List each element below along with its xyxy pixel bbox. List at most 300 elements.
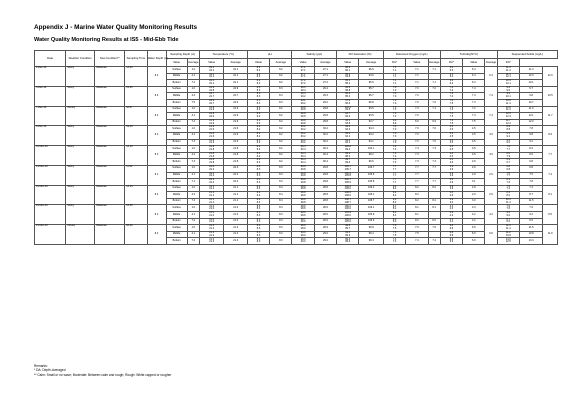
salinity-average: 29.8 bbox=[314, 172, 336, 179]
sampling-time-cell: 15:45 bbox=[125, 86, 147, 106]
salinity-value-reading-1: 30.2 bbox=[300, 125, 306, 129]
salinity-value-reading-1: 29.3 bbox=[300, 92, 306, 96]
dissolved-oxygen-average: 8.1 bbox=[406, 212, 428, 219]
ph-value-reading-1: 8.2 bbox=[256, 66, 261, 70]
dissolved-oxygen-da: 7.1 bbox=[428, 80, 440, 87]
table-row bbox=[35, 165, 558, 172]
do-saturation-value-reading-2: 95.2 bbox=[345, 81, 351, 85]
sampling-depth-cell: 7.5 bbox=[187, 99, 199, 106]
do-saturation-value-reading-2: 96.6 bbox=[345, 101, 351, 105]
temperature-average: 22.4 bbox=[224, 179, 247, 186]
subheader-8: Value bbox=[337, 59, 359, 67]
suspended-solids-average: 11.5 bbox=[519, 198, 542, 205]
turbidity-value-reading-1: 3.0 bbox=[449, 178, 454, 182]
dissolved-oxygen-value-reading-2: 7.0 bbox=[392, 88, 397, 92]
ph-average: 8.2 bbox=[270, 67, 292, 74]
sampling-level-cell: Middle bbox=[166, 113, 187, 120]
salinity-value-reading-2: 30.4 bbox=[300, 161, 306, 165]
turbidity-value-reading-2: 2.9 bbox=[449, 180, 454, 184]
temperature-average: 21.0 bbox=[224, 218, 247, 225]
header-temperature: Temperature (°C) bbox=[199, 51, 247, 59]
sea-condition-cell: Moderate bbox=[95, 205, 125, 225]
turbidity-value-reading-1: 7.5 bbox=[449, 118, 454, 122]
suspended-solids-value-reading-1: 14.0 bbox=[505, 237, 511, 241]
ph-value-reading-2: 8.3 bbox=[256, 207, 261, 211]
sampling-depth-cell: 1.0 bbox=[187, 225, 199, 232]
table-row bbox=[35, 106, 558, 113]
sea-condition-cell: Moderate bbox=[95, 146, 125, 166]
header-date: Date bbox=[35, 51, 66, 67]
ph-value-reading-1: 8.2 bbox=[256, 79, 261, 83]
do-saturation-average: 106.7 bbox=[359, 165, 384, 172]
remark-sea-condition: ** Calm: Small or no wave; Moderate: Between calm and rough; Rough: White capped or rougher bbox=[34, 372, 172, 377]
temperature-value-reading-2: 22.8 bbox=[209, 88, 215, 92]
dissolved-oxygen-da: 7.7 bbox=[428, 179, 440, 186]
ph-value-reading-2: 8.2 bbox=[256, 154, 261, 158]
suspended-solids-value-reading-2: 12.1 bbox=[505, 75, 511, 79]
salinity-average: 28.6 bbox=[314, 212, 336, 219]
dissolved-oxygen-average: 6.9 bbox=[406, 119, 428, 126]
sampling-time-cell: 12:16 bbox=[125, 146, 147, 166]
salinity-average: 27.2 bbox=[314, 80, 336, 87]
dissolved-oxygen-average: 7.0 bbox=[406, 113, 428, 120]
turbidity-value-reading-1: 4.5 bbox=[449, 138, 454, 142]
ph-average: 8.3 bbox=[270, 165, 292, 172]
temperature-value-reading-1: 21.3 bbox=[209, 224, 215, 228]
salinity-average: 29.0 bbox=[314, 238, 336, 245]
sampling-level-cell: Bottom bbox=[166, 218, 187, 225]
dissolved-oxygen-da: 7.3 bbox=[428, 146, 440, 153]
salinity-value-reading-1: 29.1 bbox=[300, 99, 306, 103]
do-saturation-value bbox=[337, 198, 359, 205]
dissolved-oxygen-value-reading-1: 7.5 bbox=[392, 230, 397, 234]
subheader-9: Average bbox=[359, 59, 384, 67]
turbidity-value-reading-1: 2.9 bbox=[449, 184, 454, 188]
salinity-value-reading-2: 30.2 bbox=[300, 128, 306, 132]
dissolved-oxygen-average: 7.4 bbox=[406, 238, 428, 245]
salinity-value-reading-2: 30.4 bbox=[300, 147, 306, 151]
temperature-average: 21.9 bbox=[224, 119, 247, 126]
suspended-solids-value-reading-2: 12.2 bbox=[505, 121, 511, 125]
dissolved-oxygen-average: 7.7 bbox=[406, 165, 428, 172]
turbidity-value-reading-2: 2.9 bbox=[449, 167, 454, 171]
dissolved-oxygen-value-reading-2: 7.3 bbox=[392, 161, 397, 165]
ph-value-reading-1: 8.2 bbox=[256, 151, 261, 155]
do-saturation-value-reading-2: 108.7 bbox=[344, 200, 351, 204]
suspended-solids-average: 8.0 bbox=[519, 152, 542, 159]
sampling-level-cell: Surface bbox=[166, 106, 187, 113]
dissolved-oxygen-average: 7.4 bbox=[406, 146, 428, 153]
suspended-solids-average: 9.2 bbox=[519, 212, 542, 219]
do-saturation-average: 95.0 bbox=[359, 80, 384, 87]
dissolved-oxygen-value-reading-1: 7.0 bbox=[392, 99, 397, 103]
temperature-value-reading-1: 22.4 bbox=[209, 178, 215, 182]
dissolved-oxygen-value-reading-2: 7.0 bbox=[392, 141, 397, 145]
sampling-depth-cell: 1.0 bbox=[187, 205, 199, 212]
salinity-average: 28.8 bbox=[314, 185, 336, 192]
turbidity-da: 4.5 bbox=[485, 146, 497, 166]
temperature-value-reading-2: 21.0 bbox=[209, 220, 215, 224]
temperature-value-reading-1: 21.2 bbox=[209, 230, 215, 234]
dissolved-oxygen-value bbox=[383, 238, 405, 245]
dissolved-oxygen-da bbox=[428, 73, 440, 80]
salinity-value-reading-1: 28.8 bbox=[300, 197, 306, 201]
ph-value-reading-1: 8.3 bbox=[256, 92, 261, 96]
sampling-time-cell: 06:37 bbox=[125, 106, 147, 126]
do-saturation-value-reading-1: 106.2 bbox=[344, 204, 351, 208]
turbidity-value-reading-1: 2.9 bbox=[449, 171, 454, 175]
dissolved-oxygen-value-reading-1: 7.7 bbox=[392, 178, 397, 182]
ph-value-reading-2: 8.4 bbox=[256, 194, 261, 198]
salinity-average: 30.2 bbox=[314, 139, 336, 146]
turbidity-value-reading-1: 4.2 bbox=[449, 211, 454, 215]
temperature-average: 21.6 bbox=[224, 132, 247, 139]
dissolved-oxygen-average: 7.0 bbox=[406, 99, 428, 106]
suspended-solids-value-reading-2: 9.0 bbox=[506, 88, 511, 92]
turbidity-average: 7.5 bbox=[463, 119, 485, 126]
ph-value bbox=[247, 231, 269, 238]
do-saturation-value-reading-2: 99.4 bbox=[345, 147, 351, 151]
suspended-solids-average: 8.5 bbox=[519, 218, 542, 225]
ph-value-reading-2: 8.3 bbox=[256, 220, 261, 224]
temperature-value-reading-2: 22.1 bbox=[209, 68, 215, 72]
temperature-value-reading-2: 21.1 bbox=[209, 194, 215, 198]
temperature-value-reading-1: 22.9 bbox=[209, 85, 215, 89]
suspended-solids-value-reading-1: 9.4 bbox=[506, 92, 511, 96]
ph-value-reading-1: 8.2 bbox=[256, 118, 261, 122]
salinity-value-reading-1: 27.1 bbox=[300, 72, 306, 76]
dissolved-oxygen-value-reading-1: 7.0 bbox=[392, 92, 397, 96]
dissolved-oxygen-da: 7.0 bbox=[428, 86, 440, 93]
sampling-level-cell: Bottom bbox=[166, 179, 187, 186]
do-saturation-value-reading-1: 94.2 bbox=[345, 132, 351, 136]
temperature-value-reading-1: 22.1 bbox=[209, 66, 215, 70]
dissolved-oxygen-da bbox=[428, 212, 440, 219]
do-saturation-value-reading-2: 94.8 bbox=[345, 75, 351, 79]
sampling-depth-cell: 4.2 bbox=[187, 152, 199, 159]
dissolved-oxygen-value-reading-2: 7.7 bbox=[392, 174, 397, 178]
turbidity-value-reading-2: 4.3 bbox=[449, 207, 454, 211]
sampling-depth-cell: 4.3 bbox=[187, 93, 199, 100]
suspended-solids-value-reading-2: 6.8 bbox=[506, 167, 511, 171]
suspended-solids-value-reading-1: 6.9 bbox=[506, 158, 511, 162]
do-saturation-average: 94.4 bbox=[359, 126, 384, 133]
sampling-depth-cell: 4.1 bbox=[187, 172, 199, 179]
subheader-7: Average bbox=[314, 59, 336, 67]
ph-value-reading-1: 8.3 bbox=[256, 211, 261, 215]
ph-value-reading-2: 8.2 bbox=[256, 81, 261, 85]
sampling-depth-cell: 4.1 bbox=[187, 113, 199, 120]
suspended-solids-value-reading-1: 6.8 bbox=[506, 165, 511, 168]
do-saturation-value bbox=[337, 231, 359, 238]
salinity-value-reading-2: 30.4 bbox=[300, 154, 306, 158]
turbidity-average: 2.9 bbox=[463, 172, 485, 179]
dissolved-oxygen-value-reading-2: 7.2 bbox=[392, 154, 397, 158]
suspended-solids-value-reading-2: 6.7 bbox=[506, 161, 511, 165]
table-row bbox=[35, 185, 558, 192]
do-saturation-average: 93.7 bbox=[359, 119, 384, 126]
salinity-value-reading-2: 29.2 bbox=[300, 101, 306, 105]
suspended-solids-value-reading-2: 7.6 bbox=[506, 207, 511, 211]
salinity-value bbox=[292, 231, 314, 238]
salinity-value-reading-1: 29.8 bbox=[300, 118, 306, 122]
temperature-average: 22.9 bbox=[224, 86, 247, 93]
water-depth-cell: 8.2 bbox=[147, 67, 166, 87]
table-row bbox=[35, 225, 558, 232]
temperature-average: 21.6 bbox=[224, 126, 247, 133]
ph-value-reading-1: 8.3 bbox=[256, 99, 261, 103]
salinity-value-reading-1: 29.8 bbox=[300, 171, 306, 175]
do-saturation-value-reading-2: 95.3 bbox=[345, 95, 351, 99]
do-saturation-value-reading-2: 108.0 bbox=[344, 194, 351, 198]
sampling-depth-cell: 4.1 bbox=[187, 73, 199, 80]
dissolved-oxygen-value-reading-1: 8.1 bbox=[392, 211, 397, 215]
sampling-level-cell: Surface bbox=[166, 86, 187, 93]
salinity-value-reading-2: 28.6 bbox=[300, 213, 306, 217]
do-saturation-value-reading-1: 94.4 bbox=[345, 125, 351, 129]
ph-average: 8.3 bbox=[270, 179, 292, 186]
suspended-solids-value-reading-1: 7.9 bbox=[506, 204, 511, 208]
turbidity-value-reading-2: 7.4 bbox=[449, 95, 454, 99]
dissolved-oxygen-value-reading-2: 8.2 bbox=[392, 194, 397, 198]
dissolved-oxygen-value-reading-1: 7.0 bbox=[392, 125, 397, 129]
date-cell: 2-Dec-16 bbox=[35, 67, 66, 87]
dissolved-oxygen-da: 7.1 bbox=[428, 106, 440, 113]
header-water-depth: Water Depth (m) bbox=[147, 51, 166, 67]
temperature-value-reading-2: 21.6 bbox=[209, 141, 215, 145]
dissolved-oxygen-da bbox=[428, 172, 440, 179]
turbidity-value-reading-1: 4.5 bbox=[449, 145, 454, 149]
date-cell: 16-Dec-16 bbox=[35, 185, 66, 205]
ph-value-reading-1: 8.3 bbox=[256, 178, 261, 182]
subheader-4: Value bbox=[247, 59, 269, 67]
sampling-depth-cell: 1.0 bbox=[187, 106, 199, 113]
ph-value-reading-1: 8.2 bbox=[256, 125, 261, 129]
turbidity-value-reading-1: 7.4 bbox=[449, 92, 454, 96]
date-cell: 9-Dec-16 bbox=[35, 126, 66, 146]
do-saturation-value-reading-2: 94.3 bbox=[345, 128, 351, 132]
turbidity-average: 3.1 bbox=[463, 179, 485, 186]
do-saturation-value-reading-2: 94.1 bbox=[345, 134, 351, 138]
turbidity-average: 5.4 bbox=[463, 67, 485, 74]
sampling-depth-cell: 1.0 bbox=[187, 185, 199, 192]
do-saturation-average: 105.6 bbox=[359, 218, 384, 225]
turbidity-value-reading-2: 6.9 bbox=[449, 240, 454, 244]
dissolved-oxygen-value-reading-1: 7.3 bbox=[392, 151, 397, 155]
dissolved-oxygen-value-reading-2: 7.0 bbox=[392, 95, 397, 99]
dissolved-oxygen-value-reading-2: 7.0 bbox=[392, 101, 397, 105]
turbidity-value-reading-2: 7.5 bbox=[449, 101, 454, 105]
sampling-time-cell: 15:58 bbox=[125, 205, 147, 225]
ph-value-reading-2: 8.2 bbox=[256, 121, 261, 125]
turbidity-average: 4.2 bbox=[463, 212, 485, 219]
ph-average: 8.4 bbox=[270, 192, 292, 199]
temperature-value-reading-1: 21.6 bbox=[209, 125, 215, 129]
turbidity-value-reading-1: 6.2 bbox=[449, 79, 454, 83]
turbidity-value-reading-1: 4.5 bbox=[449, 158, 454, 162]
weather-cell: Sunny bbox=[66, 185, 95, 205]
turbidity-da: 4.2 bbox=[485, 205, 497, 225]
salinity-value-reading-2: 29.8 bbox=[300, 114, 306, 118]
turbidity-average: 4.5 bbox=[463, 139, 485, 146]
header-suspended-solids: Suspended Solids (mg/L) bbox=[497, 51, 557, 59]
suspended-solids-da: 12.0 bbox=[543, 67, 558, 87]
ph-value-reading-1: 8.3 bbox=[256, 165, 261, 168]
salinity-average: 28.8 bbox=[314, 198, 336, 205]
turbidity-value-reading-2: 2.9 bbox=[449, 194, 454, 198]
subheader-3: Average bbox=[224, 59, 247, 67]
weather-cell: Cloudy bbox=[66, 106, 95, 126]
sampling-level-cell: Middle bbox=[166, 73, 187, 80]
suspended-solids-value-reading-2: 8.8 bbox=[506, 128, 511, 132]
dissolved-oxygen-value-reading-2: 7.3 bbox=[392, 108, 397, 112]
header-dissolved-oxygen: Dissolved Oxygen (mg/L) bbox=[383, 51, 440, 59]
sampling-level-cell: Middle bbox=[166, 93, 187, 100]
suspended-solids-value-reading-2: 11.4 bbox=[505, 101, 511, 105]
dissolved-oxygen-da: 7.3 bbox=[428, 159, 440, 166]
sampling-level-cell: Bottom bbox=[166, 198, 187, 205]
remarks-heading: Remarks: bbox=[34, 364, 48, 368]
sampling-level-cell: Surface bbox=[166, 165, 187, 172]
sampling-depth-cell: 7.1 bbox=[187, 179, 199, 186]
do-saturation-average: 99.4 bbox=[359, 231, 384, 238]
salinity-value-reading-2: 28.6 bbox=[300, 207, 306, 211]
suspended-solids-average: 9.7 bbox=[519, 86, 542, 93]
ph-value-reading-2: 8.2 bbox=[256, 68, 261, 72]
ph-value-reading-1: 8.3 bbox=[256, 204, 261, 208]
salinity-value-reading-1: 29.8 bbox=[300, 112, 306, 116]
do-saturation-average: 99.6 bbox=[359, 159, 384, 166]
header-time: Sampling Time bbox=[125, 51, 147, 67]
weather-cell: Sunny bbox=[66, 165, 95, 185]
suspended-solids-value-reading-2: 7.6 bbox=[506, 180, 511, 184]
suspended-solids-average: 8.2 bbox=[519, 146, 542, 153]
turbidity-value-reading-2: 7.4 bbox=[449, 88, 454, 92]
do-saturation-value-reading-2: 105.9 bbox=[344, 180, 351, 184]
temperature-value-reading-1: 22.7 bbox=[209, 92, 215, 96]
salinity-average: 30.4 bbox=[314, 146, 336, 153]
suspended-solids-value-reading-1: 9.3 bbox=[506, 138, 511, 142]
turbidity-value-reading-1: 7.2 bbox=[449, 105, 454, 109]
ph-average: 8.2 bbox=[270, 119, 292, 126]
do-saturation-value-reading-1: 95.3 bbox=[345, 72, 351, 76]
ph-value-reading-2: 8.3 bbox=[256, 101, 261, 105]
suspended-solids-value-reading-1: 12.0 bbox=[505, 197, 511, 201]
turbidity-value-reading-2: 6.4 bbox=[449, 75, 454, 79]
dissolved-oxygen-da: 7.5 bbox=[428, 225, 440, 232]
date-cell: 7-Dec-16 bbox=[35, 106, 66, 126]
temperature-average: 21.3 bbox=[224, 238, 247, 245]
salinity-average: 29.8 bbox=[314, 165, 336, 172]
do-saturation-average: 105.9 bbox=[359, 212, 384, 219]
header-salinity: Salinity (ppt) bbox=[292, 51, 337, 59]
ph-value-reading-1: 8.2 bbox=[256, 112, 261, 116]
dissolved-oxygen-average: 7.0 bbox=[406, 86, 428, 93]
turbidity-average: 4.5 bbox=[463, 152, 485, 159]
subheader-0: Value bbox=[166, 59, 187, 67]
subheader-11: Value bbox=[406, 59, 428, 67]
ph-value-reading-2: 8.2 bbox=[256, 114, 261, 118]
temperature-value-reading-2: 21.1 bbox=[209, 200, 215, 204]
turbidity-average: 4.5 bbox=[463, 146, 485, 153]
temperature-value-reading-2: 22.0 bbox=[209, 114, 215, 118]
salinity-average: 28.6 bbox=[314, 218, 336, 225]
suspended-solids-value-reading-2: 7.7 bbox=[506, 147, 511, 151]
dissolved-oxygen-value-reading-1: 7.7 bbox=[392, 165, 397, 168]
dissolved-oxygen-value-reading-2: 7.5 bbox=[392, 227, 397, 231]
do-saturation-value-reading-1: 99.2 bbox=[345, 151, 351, 155]
ph-value-reading-1: 8.2 bbox=[256, 132, 261, 136]
salinity-value-reading-2: 29.0 bbox=[300, 240, 306, 244]
dissolved-oxygen-average: 8.2 bbox=[406, 192, 428, 199]
suspended-solids-average: 8.7 bbox=[519, 192, 542, 199]
dissolved-oxygen-da: 8.2 bbox=[428, 185, 440, 192]
temperature-value-reading-2: 21.1 bbox=[209, 187, 215, 191]
sampling-depth-cell: 7.3 bbox=[187, 159, 199, 166]
ph-average: 8.3 bbox=[270, 231, 292, 238]
ph-average: 8.2 bbox=[270, 80, 292, 87]
turbidity-average: 7.4 bbox=[463, 93, 485, 100]
water-depth-cell: 8.2 bbox=[147, 225, 166, 245]
ph-value-reading-2: 8.3 bbox=[256, 167, 261, 171]
do-saturation-value-reading-1: 96.6 bbox=[345, 66, 351, 70]
salinity-average: 27.1 bbox=[314, 67, 336, 74]
salinity-value-reading-1: 28.8 bbox=[300, 191, 306, 195]
dissolved-oxygen-da: 7.1 bbox=[428, 67, 440, 74]
temperature-value-reading-2: 21.8 bbox=[209, 161, 215, 165]
sea-condition-cell: Moderate bbox=[95, 225, 125, 245]
ph-average: 8.3 bbox=[270, 212, 292, 219]
do-saturation-value-reading-2: 95.8 bbox=[345, 88, 351, 92]
sampling-level-cell: Bottom bbox=[166, 99, 187, 106]
temperature-value bbox=[199, 238, 224, 245]
salinity-value-reading-2: 29.8 bbox=[300, 121, 306, 125]
suspended-solids-average: 12.1 bbox=[519, 113, 542, 120]
subheader-12: Average bbox=[428, 59, 440, 67]
temperature-value bbox=[199, 231, 224, 238]
do-saturation-value-reading-1: 105.4 bbox=[344, 171, 351, 175]
do-saturation-value-reading-2: 93.8 bbox=[345, 121, 351, 125]
ph-average: 8.3 bbox=[270, 218, 292, 225]
do-saturation-value-reading-1: 99.4 bbox=[345, 237, 351, 241]
suspended-solids-average: 6.8 bbox=[519, 159, 542, 166]
turbidity-value-reading-2: 6.9 bbox=[449, 233, 454, 237]
weather-cell: Sunny bbox=[66, 205, 95, 225]
ph-value-reading-1: 8.3 bbox=[256, 224, 261, 228]
do-saturation-value-reading-1: 105.7 bbox=[344, 178, 351, 182]
suspended-solids-average: 7.5 bbox=[519, 172, 542, 179]
turbidity-value-reading-2: 4.5 bbox=[449, 141, 454, 145]
sampling-level-cell: Middle bbox=[166, 212, 187, 219]
temperature-value-reading-2: 21.2 bbox=[209, 233, 215, 237]
turbidity-da: 7.4 bbox=[485, 106, 497, 126]
turbidity-da: 6.3 bbox=[485, 67, 497, 87]
dissolved-oxygen-value-reading-1: 7.5 bbox=[392, 224, 397, 228]
suspended-solids-value-reading-2: 11.4 bbox=[505, 227, 511, 231]
salinity-value-reading-1: 29.8 bbox=[300, 165, 306, 168]
temperature-value-reading-2: 22.1 bbox=[209, 75, 215, 79]
temperature-value-reading-1: 21.2 bbox=[209, 237, 215, 241]
ph-average: 8.3 bbox=[270, 225, 292, 232]
dissolved-oxygen-value-reading-2: 7.1 bbox=[392, 68, 397, 72]
salinity-value-reading-2: 27.1 bbox=[300, 68, 306, 72]
suspended-solids-da: 11.7 bbox=[543, 106, 558, 126]
sea-condition-cell: Moderate bbox=[95, 106, 125, 126]
turbidity-value-reading-1: 6.8 bbox=[449, 230, 454, 234]
turbidity-average: 4.6 bbox=[463, 159, 485, 166]
turbidity-value-reading-1: 4.3 bbox=[449, 204, 454, 208]
suspended-solids-value bbox=[497, 238, 519, 245]
